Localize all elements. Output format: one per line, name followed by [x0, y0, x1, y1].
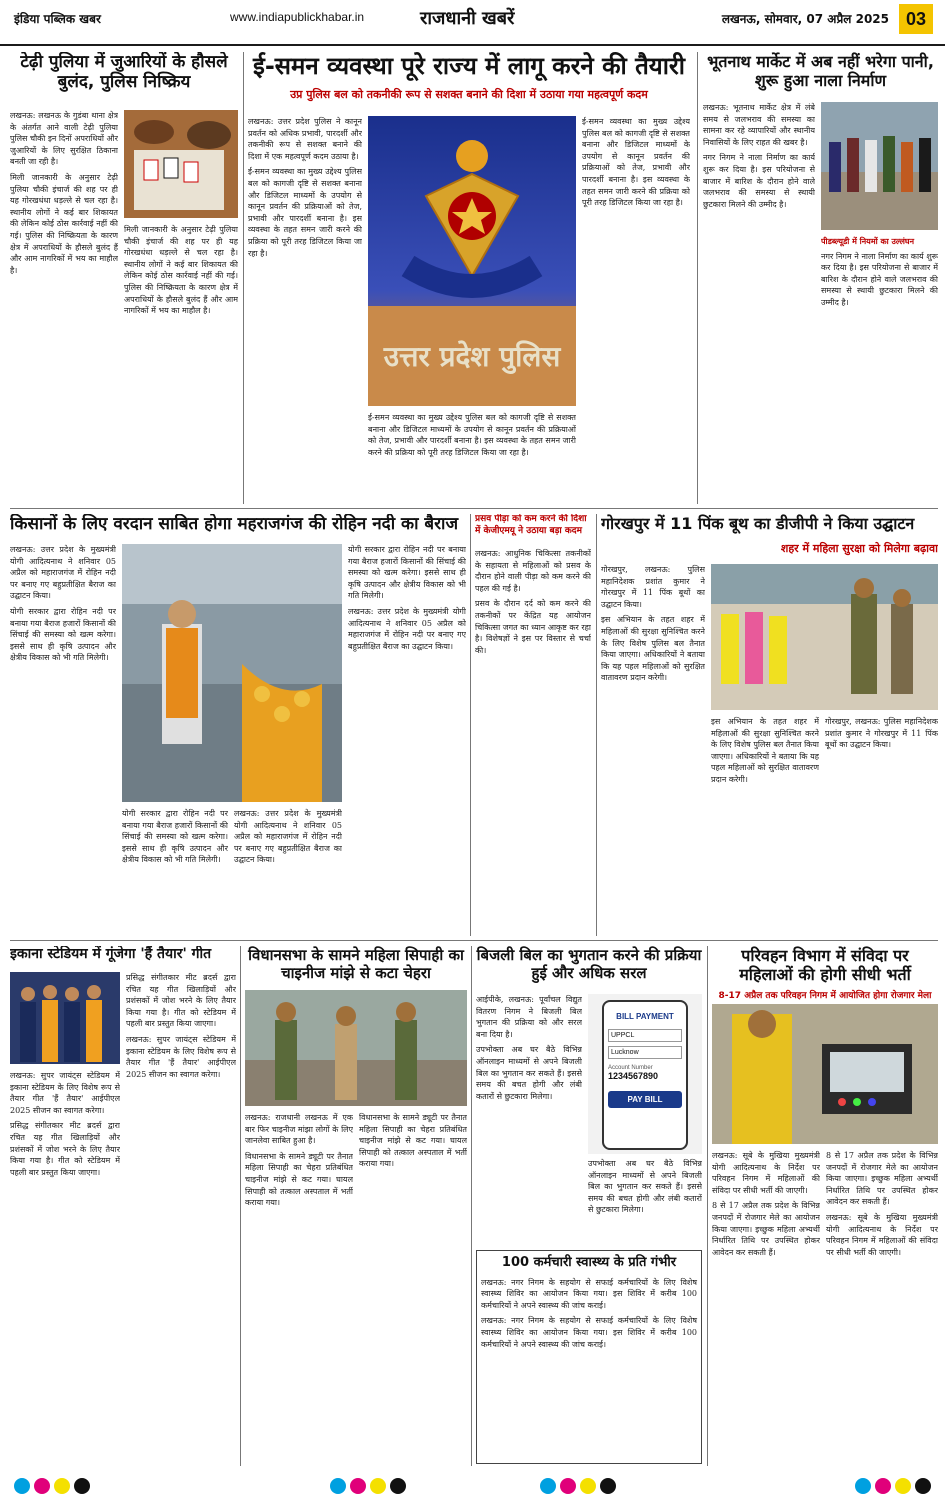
body-paragraph: विधानसभा के सामने ड्यूटी पर तैनात महिला सिपाही का चेहरा प्रतिबंधित चाइनीज मांझे से कट गया। घायल सिपाही को तत्काल अस्पताल में भर्ती कराया गया।: [245, 1151, 353, 1208]
body-paragraph-3: लखनऊ: उत्तर प्रदेश के मुख्यमंत्री योगी आदित्यनाथ ने शनिवार 05 अप्रैल को महाराजगंज में रोहिन नदी पर बनाए गए बहुप्रतीक्षित बैराज का उद्घाटन किया।: [234, 809, 342, 865]
article-bijli: [476, 946, 702, 1244]
city-select[interactable]: Lucknow: [608, 1046, 682, 1059]
body-paragraph: उपभोक्ता अब घर बैठे विभिन्न ऑनलाइन माध्यमों से अपने बिजली बिल का भुगतान कर सकते हैं। इससे समय की बचत होगी और लंबी कतारों से छुटकारा मिलेगा।: [476, 1045, 582, 1101]
article-body-2: [122, 808, 228, 936]
yellow-registration-mark: [580, 1478, 596, 1494]
highlight-tag: पीडब्ल्यूडी में नियमों का उल्लंघन: [821, 236, 915, 246]
body-paragraph: ई-समन व्यवस्था का मुख्य उद्देश्य पुलिस बल को कागजी दृष्टि से सशक्त बनाना और डिजिटल माध्यमों के उपयोग से कानून प्रवर्तन की प्रक्रियाओं को तेज, प्रभावी और पारदर्शी बनाना है। इस व्यवस्था के तहत समन जारी करने की प्रक्रिया को पूरी तरह डिजिटल किया जा रहा है।: [248, 167, 362, 258]
article-pinkbooth: [601, 514, 938, 936]
cyan-registration-mark: [855, 1478, 871, 1494]
headline: टेढ़ी पुलिया में जुआरियों के हौसले बुलंद, पुलिस निष्क्रिय: [20, 52, 228, 93]
headline: 100 कर्मचारी स्वास्थ्य के प्रति गंभीर: [501, 1255, 677, 1270]
vidhansabha-photo: [245, 990, 467, 1106]
bill-payment-app-photo: [588, 994, 702, 1154]
lead-paragraph: गोरखपुर, लखनऊ: पुलिस महानिदेशक प्रशांत कुमार ने गोरखपुर में 11 पिंक बूथों का उद्घाटन किया।: [601, 565, 705, 609]
phone-mockup: [602, 1000, 688, 1150]
gambling-photo: [124, 110, 238, 218]
black-registration-mark: [600, 1478, 616, 1494]
article-body-right: [359, 1112, 467, 1466]
body-paragraph: नगर निगम ने नाला निर्माण का कार्य शुरू कर दिया है। इस परियोजना से बाजार में बारिश के दौरान होने वाले जलभराव की समस्या से स्थायी छुटकारा मिलने की उम्मीद है।: [703, 153, 815, 209]
article-body-3: [825, 716, 938, 936]
print-registration-bar: [0, 1470, 945, 1501]
body-paragraph-2: नगर निगम ने नाला निर्माण का कार्य शुरू कर दिया है। इस परियोजना से बाजार में बारिश के दौरान होने वाले जलभराव की समस्या से स्थायी छुटकारा मिलने की उम्मीद है।: [821, 251, 938, 307]
body-paragraph-2: योगी सरकार द्वारा रोहिन नदी पर बनाया गया बैराज हजारों किसानों की सिंचाई की समस्या को खत्म करेगा। इससे साथ ही कृषि उत्पादन और क्षेत्रीय विकास को भी गति मिलेगी।: [122, 809, 228, 865]
black-registration-mark: [74, 1478, 90, 1494]
article-body-3: [234, 808, 342, 936]
article-vidhansabha: [245, 946, 467, 1466]
lead-paragraph: लखनऊ: उत्तर प्रदेश के मुख्यमंत्री योगी आदित्यनाथ ने शनिवार 05 अप्रैल को महाराजगंज में रोहिन नदी पर बनाए गए बहुप्रतीक्षित बैराज का उद्घाटन किया।: [10, 545, 116, 601]
article-health100: [476, 1250, 702, 1464]
dateline: लखनऊ, सोमवार, 07 अप्रैल 2025: [721, 12, 889, 26]
body-paragraph-2: लखनऊ: नगर निगम के सहयोग से सफाई कर्मचारियों के लिए विशेष स्वास्थ्य शिविर का आयोजन किया गया। इस शिविर में करीब 100 कर्मचारियों ने अपने स्वास्थ्य की जांच कराई।: [481, 1316, 697, 1349]
article-body: [10, 1070, 120, 1466]
body-paragraph: मिली जानकारी के अनुसार टेढ़ी पुलिया चौकी इंचार्ज की शह पर ही यह गोरखधंधा धड़ल्ले से चल रहा है। स्थानीय लोगों ने कई बार शिकायत की लेकिन कोई ठोस कार्रवाई नहीं की गई। पुलिस की निष्क्रियता के कारण क्षेत्र में अपराधियों के हौसले बुलंद हैं और आम नागरिकों में भय का माहौल है।: [10, 172, 118, 275]
body-paragraph: योगी सरकार द्वारा रोहिन नदी पर बनाया गया बैराज हजारों किसानों की सिंचाई की समस्या को खत्म करेगा। इससे साथ ही कृषि उत्पादन और क्षेत्रीय विकास को भी गति मिलेगी।: [10, 606, 116, 663]
recruitment-photo: [712, 1004, 938, 1144]
article-tag: प्रसव पीड़ा को कम करने की दिशा में केजीएमयू ने उठाया बड़ा कदम: [475, 514, 587, 536]
lead-paragraph: लखनऊ: उत्तर प्रदेश पुलिस ने कानून प्रवर्तन को अधिक प्रभावी, पारदर्शी और तकनीकी रूप से सशक्त बनाने की दिशा में एक महत्वपूर्ण कदम उठाया है।: [248, 117, 362, 161]
article-body-right: [348, 544, 466, 936]
article-body: [712, 1150, 820, 1466]
body-paragraph: लखनऊ: नगर निगम के सहयोग से सफाई कर्मचारियों के लिए विशेष स्वास्थ्य शिविर का आयोजन किया गया। इस शिविर में करीब 100 कर्मचारियों ने अपने स्वास्थ्य की जांच कराई।: [481, 1277, 697, 1310]
row-rule: [10, 508, 938, 509]
column-rule: [243, 52, 244, 504]
column-rule: [240, 946, 241, 1466]
article-body-right: [821, 236, 938, 496]
paper-name: इंडिया पब्लिक खबर: [14, 12, 101, 26]
magenta-registration-mark: [875, 1478, 891, 1494]
headline: गोरखपुर में 11 पिंक बूथ का डीजीपी ने किया उद्घाटन: [601, 514, 915, 533]
account-number: 1234567890: [608, 1071, 659, 1081]
headline: ई-समन व्यवस्था पूरे राज्य में लागू करने की तैयारी: [253, 52, 685, 80]
article-body: [601, 564, 705, 936]
body-paragraph-2: 8 से 17 अप्रैल तक प्रदेश के विभिन्न जनपदों में रोजगार मेले का आयोजन किया जाएगा। इच्छुक महिला अभ्यर्थी निर्धारित तिथि पर उपस्थित होकर आवेदन कर सकती हैं।: [826, 1151, 938, 1207]
article-body: [476, 994, 582, 1244]
article-body: [245, 1112, 353, 1466]
body-paragraph-2: उपभोक्ता अब घर बैठे विभिन्न ऑनलाइन माध्यमों से अपने बिजली बिल का भुगतान कर सकते हैं। इससे समय की बचत होगी और लंबी कतारों से छुटकारा मिलेगा।: [588, 1159, 702, 1215]
body-paragraph: इस अभियान के तहत शहर में महिलाओं की सुरक्षा सुनिश्चित करने के लिए विशेष पुलिस बल तैनात किया जाएगा। अधिकारियों ने बताया कि यह पहल महिलाओं को सुरक्षित वातावरण प्रदान करेगी।: [601, 615, 705, 683]
article-bhootnath: [703, 52, 938, 504]
body-paragraph-2: ई-समन व्यवस्था का मुख्य उद्देश्य पुलिस बल को कागजी दृष्टि से सशक्त बनाना और डिजिटल माध्यमों के उपयोग से कानून प्रवर्तन की प्रक्रियाओं को तेज, प्रभावी और पारदर्शी बनाना है। इस व्यवस्था के तहत समन जारी करने की प्रक्रिया को पूरी तरह डिजिटल किया जा रहा है।: [368, 413, 576, 457]
bhootnath-photo: [821, 102, 938, 230]
headline: भूतनाथ मार्केट में अब नहीं भरेगा पानी, शुरू हुआ नाला निर्माण: [707, 52, 934, 91]
magenta-registration-mark: [560, 1478, 576, 1494]
body-paragraph-3: ई-समन व्यवस्था का मुख्य उद्देश्य पुलिस बल को कागजी दृष्टि से सशक्त बनाना और डिजिटल माध्यमों के उपयोग से कानून प्रवर्तन की प्रक्रियाओं को तेज, प्रभावी और पारदर्शी बनाना है। इस व्यवस्था के तहत समन जारी करने की प्रक्रिया को पूरी तरह डिजिटल किया जा रहा है।: [582, 117, 690, 208]
article-maternal: [475, 514, 591, 936]
lead-paragraph: लखनऊ: सूबे के मुखिया मुख्यमंत्री योगी आदित्यनाथ के निर्देश पर परिवहन निगम में महिलाओं की संविदा पर सीधी भर्ती की जाएगी।: [712, 1151, 820, 1195]
article-body: [703, 102, 815, 496]
article-body: [475, 548, 591, 936]
article-body-continued: [124, 224, 238, 500]
lead-paragraph: लखनऊ: भूतनाथ मार्केट क्षेत्र में लंबे समय से जलभराव की समस्या का सामना कर रहे व्यापारियों और स्थानीय निवासियों के लिए राहत की खबर है।: [703, 103, 815, 147]
body-paragraph-2: विधानसभा के सामने ड्यूटी पर तैनात महिला सिपाही का चेहरा प्रतिबंधित चाइनीज मांझे से कट गया। घायल सिपाही को तत्काल अस्पताल में भर्ती कराया गया।: [359, 1113, 467, 1169]
subhead: शहर में महिला सुरक्षा को मिलेगा बढ़ावा: [780, 542, 938, 556]
body-paragraph: प्रसिद्ध संगीतकार मीट ब्रदर्स द्वारा रचित यह गीत खिलाड़ियों और प्रशंसकों में जोश भरने के लिए तैयार किया गया है। गीत को स्टेडियम में पहली बार प्रस्तुत किया जाएगा।: [10, 1121, 120, 1177]
article-body: [248, 116, 362, 496]
article-body: [481, 1277, 697, 1351]
column-rule: [471, 946, 472, 1466]
magenta-registration-mark: [34, 1478, 50, 1494]
article-esummon: [248, 52, 690, 504]
headline: परिवहन विभाग में संविदा पर महिलाओं की होगी सीधी भर्ती: [739, 946, 911, 985]
article-body-right: [126, 972, 236, 1466]
headline: बिजली बिल का भुगतान करने की प्रक्रिया हुई और अधिक सरल: [476, 946, 702, 982]
provider-select[interactable]: UPPCL: [608, 1029, 682, 1042]
yellow-registration-mark: [895, 1478, 911, 1494]
ekana-team-photo: [10, 972, 120, 1064]
lead-paragraph: लखनऊ: राजधानी लखनऊ में एक बार फिर चाइनीज मांझा लोगों के लिए जानलेवा साबित हुआ है।: [245, 1113, 353, 1146]
article-body: [10, 110, 118, 500]
article-gambling: [10, 52, 238, 500]
body-paragraph-2: मिली जानकारी के अनुसार टेढ़ी पुलिया चौकी इंचार्ज की शह पर ही यह गोरखधंधा धड़ल्ले से चल रहा है। स्थानीय लोगों ने कई बार शिकायत की लेकिन कोई ठोस कार्रवाई नहीं की गई। पुलिस की निष्क्रियता के कारण क्षेत्र में अपराधियों के हौसले बुलंद हैं और आम नागरिकों में भय का माहौल है।: [124, 225, 238, 316]
cyan-registration-mark: [330, 1478, 346, 1494]
headline: इकाना स्टेडियम में गूंजेगा 'हैं तैयार' गीत: [10, 946, 212, 962]
article-body-right: [582, 116, 690, 496]
app-title: BILL PAYMENT: [616, 1012, 674, 1021]
body-paragraph-3: लखनऊ: सुपर जायंट्स स्टेडियम में इकाना स्टेडियम के लिए विशेष रूप से तैयार गीत 'हैं तैयार' आईपीएल 2025 सीजन का स्वागत करेगा।: [126, 1034, 236, 1079]
section-title: राजधानी खबरें: [420, 8, 515, 29]
article-body-right: [826, 1150, 938, 1466]
cyan-registration-mark: [14, 1478, 30, 1494]
article-ekana: [10, 946, 236, 1466]
yellow-registration-mark: [370, 1478, 386, 1494]
article-transport: [712, 946, 938, 1466]
body-paragraph-3: लखनऊ: सूबे के मुखिया मुख्यमंत्री योगी आदित्यनाथ के निर्देश पर परिवहन निगम में महिलाओं की संविदा पर सीधी भर्ती की जाएगी।: [826, 1212, 938, 1257]
pay-bill-button[interactable]: PAY BILL: [608, 1091, 682, 1108]
article-body-right: [588, 1158, 702, 1244]
body-paragraph: 8 से 17 अप्रैल तक प्रदेश के विभिन्न जनपदों में रोजगार मेले का आयोजन किया जाएगा। इच्छुक महिला अभ्यर्थी निर्धारित तिथि पर उपस्थित होकर आवेदन कर सकती हैं।: [712, 1201, 820, 1257]
lead-paragraph: लखनऊ: लखनऊ के गुडंबा थाना क्षेत्र के अंतर्गत आने वाली टेढ़ी पुलिया पुलिस चौकी इन दिनों अपराधियों और जुआरियों के लिए सुरक्षित ठिकाना बनती जा रही है।: [10, 111, 118, 167]
subhead: उप्र पुलिस बल को तकनीकी रूप से सशक्त बनाने की दिशा में उठाया गया महत्वपूर्ण कदम: [290, 87, 648, 101]
cyan-registration-mark: [540, 1478, 556, 1494]
article-body: [10, 544, 116, 936]
body-paragraph-3: गोरखपुर, लखनऊ: पुलिस महानिदेशक प्रशांत कुमार ने गोरखपुर में 11 पिंक बूथों का उद्घाटन किया।: [825, 717, 938, 750]
subhead: 8-17 अप्रैल तक परिवहन निगम में आयोजित होगा रोजगार मेला: [718, 991, 932, 1002]
headline: किसानों के लिए वरदान साबित होगा महराजगंज की रोहिन नदी का बैराज: [10, 514, 459, 534]
black-registration-mark: [915, 1478, 931, 1494]
page-number-badge: 03: [899, 4, 933, 34]
body-paragraph-2: इस अभियान के तहत शहर में महिलाओं की सुरक्षा सुनिश्चित करने के लिए विशेष पुलिस बल तैनात किया जाएगा। अधिकारियों ने बताया कि यह पहल महिलाओं को सुरक्षित वातावरण प्रदान करेगी।: [711, 717, 819, 784]
account-label: Account Number: [608, 1065, 653, 1071]
up-police-logo-photo: [368, 116, 576, 406]
lead-paragraph: आईपीके, लखनऊ: पूर्वांचल विद्युत वितरण निगम ने बिजली बिल भुगतान की प्रक्रिया को और सरल बना दिया है।: [476, 995, 582, 1039]
pink-booth-photo: [711, 564, 938, 710]
article-body-below-photo: [368, 412, 576, 498]
row-rule: [10, 940, 938, 941]
body-paragraph-4: योगी सरकार द्वारा रोहिन नदी पर बनाया गया बैराज हजारों किसानों की सिंचाई की समस्या को खत्म करेगा। इससे साथ ही कृषि उत्पादन और क्षेत्रीय विकास को भी गति मिलेगी।: [348, 545, 466, 601]
paper-url[interactable]: www.indiapublickhabar.in: [230, 10, 365, 24]
article-body-2: [711, 716, 819, 936]
black-registration-mark: [390, 1478, 406, 1494]
magenta-registration-mark: [350, 1478, 366, 1494]
column-rule: [707, 946, 708, 1466]
barrage-inauguration-photo: [122, 544, 342, 802]
headline: विधानसभा के सामने महिला सिपाही का चाइनीज मांझे से कटा चेहरा: [248, 946, 464, 982]
column-rule: [596, 514, 597, 936]
lead-paragraph: लखनऊ: सुपर जायंट्स स्टेडियम में इकाना स्टेडियम के लिए विशेष रूप से तैयार गीत 'हैं तैयार' आईपीएल 2025 सीजन का स्वागत करेगा।: [10, 1071, 120, 1115]
photo-caption-text: उत्तर प्रदेश पुलिस: [383, 340, 561, 373]
lead-paragraph: लखनऊ: आधुनिक चिकित्सा तकनीकों के सहायता से महिलाओं को प्रसव के दौरान होने वाली पीड़ा को कम करने की पहल की गई है।: [475, 549, 591, 593]
body-paragraph: प्रसव के दौरान दर्द को कम करने की तकनीकों पर केंद्रित यह आयोजन चिकित्सा जगत का ध्यान आकृष्ट कर रहा है। विशेषज्ञों ने इस पर विस्तार से चर्चा की।: [475, 599, 591, 655]
masthead: [0, 0, 945, 46]
body-paragraph-2: प्रसिद्ध संगीतकार मीट ब्रदर्स द्वारा रचित यह गीत खिलाड़ियों और प्रशंसकों में जोश भरने के लिए तैयार किया गया है। गीत को स्टेडियम में पहली बार प्रस्तुत किया जाएगा।: [126, 973, 236, 1029]
article-rohin: [10, 514, 466, 936]
column-rule: [470, 514, 471, 936]
yellow-registration-mark: [54, 1478, 70, 1494]
body-paragraph-5: लखनऊ: उत्तर प्रदेश के मुख्यमंत्री योगी आदित्यनाथ ने शनिवार 05 अप्रैल को महाराजगंज में रोहिन नदी पर बनाए गए बहुप्रतीक्षित बैराज का उद्घाटन किया।: [348, 606, 466, 651]
column-rule: [697, 52, 698, 504]
